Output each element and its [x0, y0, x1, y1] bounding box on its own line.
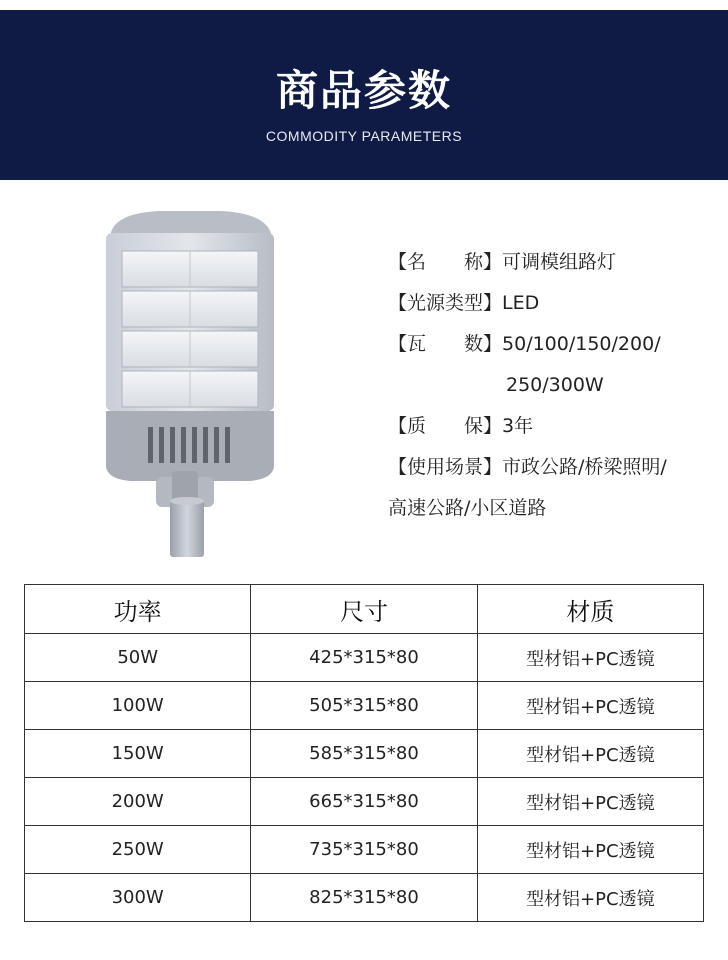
cell-size: 425*315*80 [251, 634, 477, 682]
header-banner [0, 10, 728, 180]
cell-material: 型材铝+PC透镜 [477, 730, 703, 778]
spec-row-light-source [388, 283, 718, 324]
spec-row-usage [388, 447, 718, 488]
cell-material: 型材铝+PC透镜 [477, 634, 703, 682]
spec-row-wattage [388, 324, 718, 365]
spec-value: 市政公路/桥梁照明/ [502, 456, 667, 478]
spec-key: 【质 保】 [388, 415, 503, 437]
table-row [25, 634, 704, 682]
spec-list [388, 242, 718, 529]
spec-value: 50/100/150/200/ [502, 333, 661, 355]
cell-size: 505*315*80 [251, 682, 477, 730]
street-light-image [100, 205, 280, 560]
cell-power: 300W [25, 874, 251, 922]
table-row [25, 826, 704, 874]
spec-key: 【瓦 数】 [388, 333, 503, 355]
spec-value: 3年 [502, 415, 534, 437]
cell-material: 型材铝+PC透镜 [477, 874, 703, 922]
cell-power: 250W [25, 826, 251, 874]
cell-power: 200W [25, 778, 251, 826]
spec-row-warranty [388, 406, 718, 447]
cell-size: 585*315*80 [251, 730, 477, 778]
column-header-material: 材质 [477, 585, 703, 634]
cell-size: 665*315*80 [251, 778, 477, 826]
cell-material: 型材铝+PC透镜 [477, 826, 703, 874]
table-header-row [25, 585, 704, 634]
table-row [25, 874, 704, 922]
spec-key: 【名 称】 [388, 251, 503, 273]
spec-value-continued: 高速公路/小区道路 [388, 497, 547, 519]
cell-size: 735*315*80 [251, 826, 477, 874]
spec-key: 【光源类型】 [388, 292, 503, 314]
cell-power: 150W [25, 730, 251, 778]
spec-value-continued: 250/300W [506, 374, 604, 396]
spec-key: 【使用场景】 [388, 456, 503, 478]
page-title: 商品参数 [275, 66, 452, 115]
table-row [25, 778, 704, 826]
column-header-size: 尺寸 [251, 585, 477, 634]
page-subtitle: COMMODITY PARAMETERS [265, 128, 463, 144]
cell-power: 50W [25, 634, 251, 682]
cell-size: 825*315*80 [251, 874, 477, 922]
spec-value: LED [502, 292, 540, 314]
table-row [25, 682, 704, 730]
table-row [25, 730, 704, 778]
parameter-table [24, 584, 704, 922]
column-header-power: 功率 [25, 585, 251, 634]
cell-material: 型材铝+PC透镜 [477, 778, 703, 826]
spec-row-name [388, 242, 718, 283]
spec-value: 可调模组路灯 [502, 251, 617, 273]
cell-power: 100W [25, 682, 251, 730]
cell-material: 型材铝+PC透镜 [477, 682, 703, 730]
